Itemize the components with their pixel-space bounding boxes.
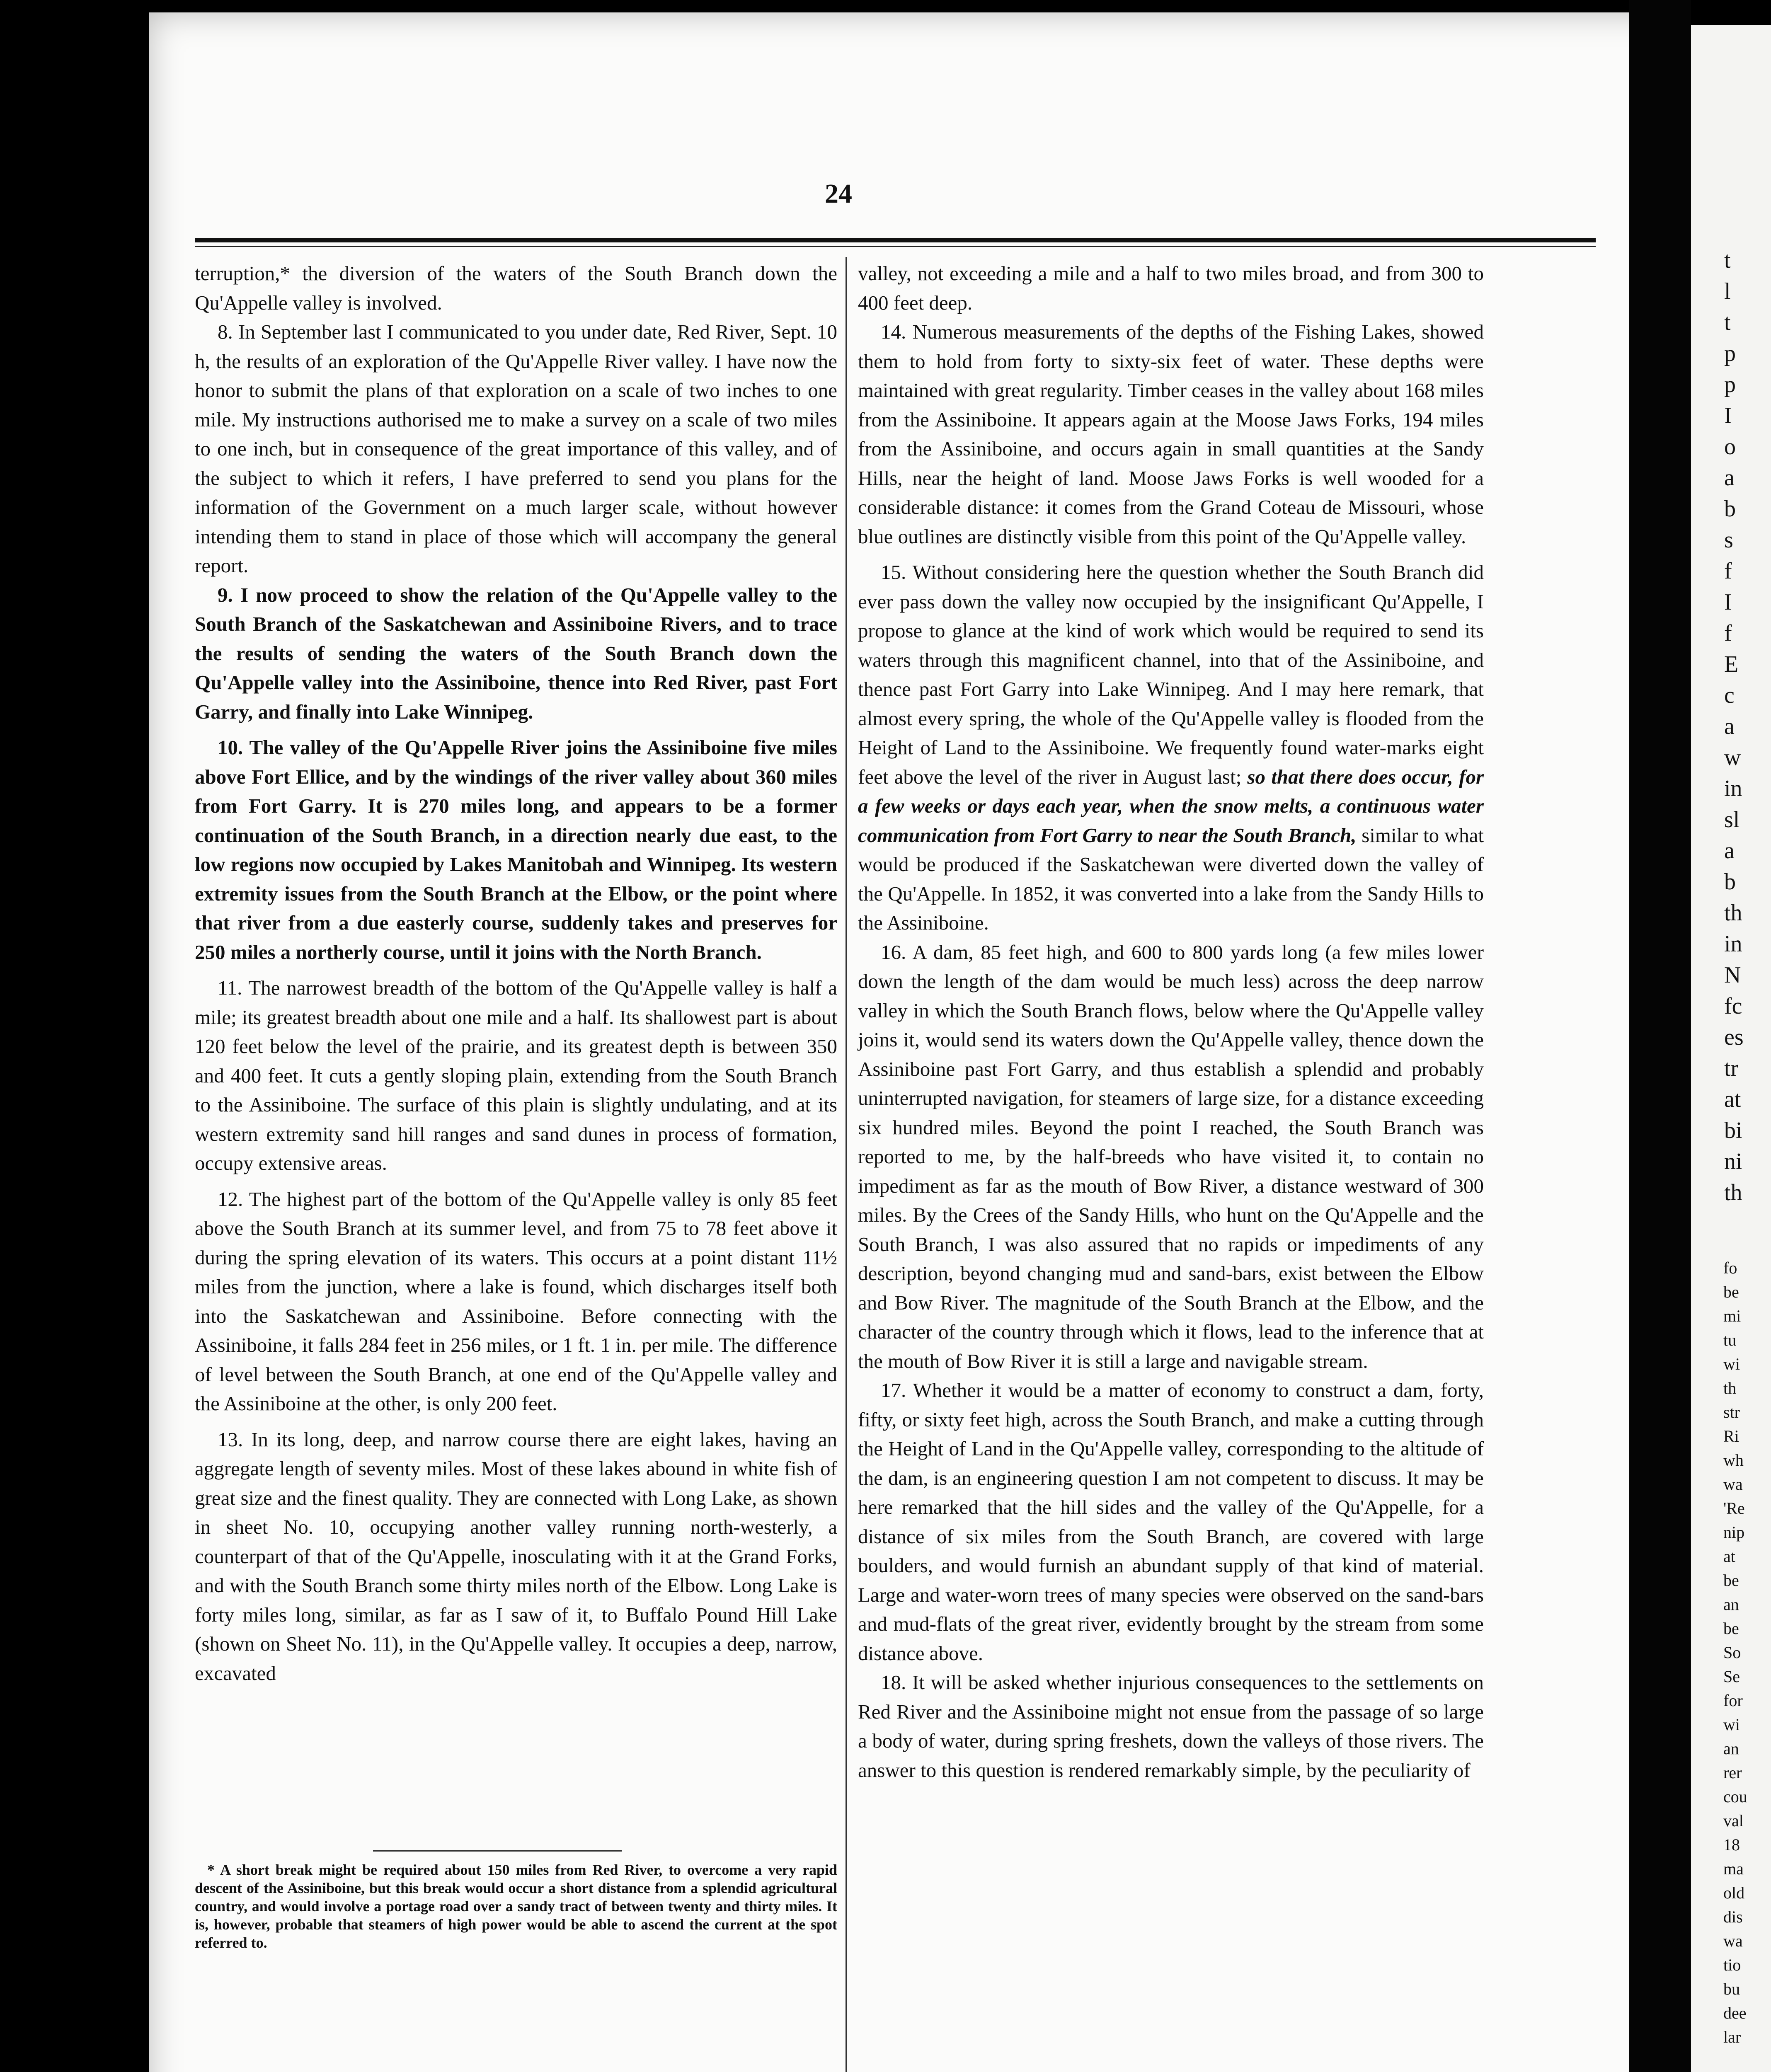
- scan-border: [0, 0, 145, 2072]
- left-paragraph: [195, 973, 837, 1178]
- book-gutter: [1629, 0, 1691, 2072]
- adjacent-page-fragment: at: [1724, 1087, 1741, 1112]
- adjacent-page-edge: [1691, 25, 1771, 2072]
- adjacent-page-fragment: f: [1724, 558, 1732, 584]
- adjacent-page-fragment: Se: [1723, 1667, 1740, 1686]
- adjacent-page-fragment: tio: [1723, 1956, 1741, 1974]
- adjacent-page-fragment: f: [1724, 620, 1732, 646]
- adjacent-page-fragment: a: [1724, 714, 1735, 739]
- left-paragraph: [195, 317, 837, 581]
- adjacent-page-fragment: So: [1723, 1643, 1741, 1662]
- adjacent-page-fragment: dee: [1723, 2004, 1747, 2022]
- right-paragraph: [858, 1376, 1484, 1668]
- adjacent-page-fragment: c: [1724, 683, 1735, 708]
- column-divider: [846, 257, 847, 2072]
- left-paragraph: [195, 733, 837, 967]
- adjacent-page-fragment: 'Re: [1723, 1499, 1745, 1518]
- emphasized-text: so that there does occur, for a few weeks or days each year, when the snow melts, a continuous water communication from Fort Garry to near the South Branch,: [858, 765, 1484, 847]
- footnote-rule: [373, 1850, 622, 1852]
- adjacent-page-fragment: b: [1724, 869, 1736, 895]
- adjacent-page-fragment: bi: [1724, 1118, 1742, 1143]
- adjacent-page-fragment: ma: [1723, 1859, 1744, 1878]
- adjacent-page-fragment: an: [1723, 1739, 1739, 1758]
- paragraph-text: 18. It will be asked whether injurious consequences to the settlements on Red River and the Assiniboine might not ensue from the passage of so large a body of water, during spring freshets, down the valleys of those rivers. The answer to this question is rendered remarkably simple, by the peculiarity of: [858, 1671, 1484, 1782]
- adjacent-page-fragment: in: [1724, 931, 1742, 957]
- right-paragraph: [858, 1668, 1484, 1785]
- adjacent-page-fragment: be: [1723, 1283, 1739, 1301]
- adjacent-page-fragment: N: [1724, 962, 1741, 988]
- adjacent-page-fragment: old: [1723, 1883, 1745, 1902]
- footnote: [195, 1861, 837, 1952]
- adjacent-page-fragment: lar: [1723, 2028, 1741, 2046]
- paragraph-text: 12. The highest part of the bottom of the Qu'Appelle valley is only 85 feet above the South Branch at its summer level, and from 75 to 78 feet above it during the spring elevation of its waters. This occurs at a point distant 11½ miles from the junction, where a lake is found, which discharges itself both into the Saskatchewan and Assiniboine. Before connecting with the Assiniboine, it falls 284 feet in 256 miles, or 1 ft. 1 in. per mile. The difference of level between the South Branch, at one end of the Qu'Appelle valley and the Assiniboine at the other, is only 200 feet.: [195, 1187, 837, 1415]
- adjacent-page-fragment: in: [1724, 776, 1742, 801]
- adjacent-page-fragment: fo: [1723, 1259, 1737, 1277]
- paragraph-text: 15. Without considering here the question whether the South Branch did ever pass down the valley now occupied by the insignificant Qu'Appelle, I propose to glance at the kind of work which would be required to send its waters through this magnificent channel, into that of the Assiniboine, and thence past Fort Garry into Lake Winnipeg. And I may here remark, that almost every spring, the whole of the Qu'Appelle valley is flooded from the Height of Land to the Assiniboine. We frequently found water-marks eight feet above the level of the river in August last;: [858, 561, 1484, 788]
- adjacent-page-fragment: dis: [1723, 1907, 1743, 1926]
- paragraph-text: 9. I now proceed to show the relation of the Qu'Appelle valley to the South Branch of the Saskatchewan and Assiniboine Rivers, and to trace the results of sending the waters of the South Branch down the Qu'Appelle valley into the Assiniboine, thence into Red River, past Fort Garry, and finally into Lake Winnipeg.: [195, 583, 837, 723]
- adjacent-page-fragment: an: [1723, 1595, 1739, 1614]
- adjacent-page-fragment: p: [1724, 341, 1736, 366]
- adjacent-page-fragment: s: [1724, 527, 1733, 553]
- adjacent-page-fragment: fc: [1724, 993, 1742, 1019]
- adjacent-page-fragment: be: [1723, 1571, 1739, 1590]
- adjacent-page-fragment: be: [1723, 1619, 1739, 1638]
- right-column: [858, 259, 1484, 1785]
- adjacent-page-fragment: 18: [1723, 1835, 1740, 1854]
- paragraph-text: 16. A dam, 85 feet high, and 600 to 800 yards long (a few miles lower down the length of the dam would be much less) across the deep narrow valley in which the South Branch flows, below where the Qu'Appelle valley joins it, would send its waters down the Qu'Appelle valley, thence down the Assiniboine past Fort Garry, and thus establish a splendid and probably uninterrupted navigation, for steamers of large size, for a distance exceeding six hundred miles. Beyond the point I reached, the South Branch was reported to me, by the half-breeds who have visited it, to contain no impediment as far as the mouth of Bow River, a distance westward of 300 miles. By the Crees of the Sandy Hills, who hunt on the Qu'Appelle and the South Branch, I was also assured that no rapids or impediments of any description, beyond changing mud and sand-bars, exist between the Elbow and Bow River. The magnitude of the South Branch at the Elbow, and the character of the country through which it flows, lead to the inference that at the mouth of Bow River it is still a large and navigable stream.: [858, 940, 1484, 1372]
- adjacent-page-fragment: th: [1723, 1379, 1737, 1397]
- header-rule: [195, 238, 1596, 242]
- page-number: 24: [825, 179, 852, 209]
- adjacent-page-fragment: a: [1724, 465, 1735, 491]
- adjacent-page-fragment: o: [1724, 434, 1736, 460]
- right-paragraph: [858, 558, 1484, 938]
- adjacent-page-fragment: nip: [1723, 1523, 1745, 1542]
- paragraph-text: terruption,* the diversion of the waters of the South Branch down the Qu'Appelle valley is involved.: [195, 262, 837, 314]
- adjacent-page-fragment: val: [1723, 1811, 1744, 1830]
- adjacent-page-fragment: wi: [1723, 1715, 1740, 1734]
- paragraph-text: valley, not exceeding a mile and a half to two miles broad, and from 300 to 400 feet deep.: [858, 262, 1484, 314]
- adjacent-page-fragment: th: [1724, 1180, 1742, 1205]
- adjacent-page-fragment: tr: [1724, 1055, 1739, 1081]
- adjacent-page-fragment: w: [1724, 745, 1741, 770]
- adjacent-page-fragment: Ri: [1723, 1427, 1739, 1445]
- adjacent-page-fragment: b: [1724, 496, 1736, 522]
- adjacent-page-fragment: p: [1724, 372, 1736, 397]
- adjacent-page-fragment: for: [1723, 1691, 1743, 1710]
- adjacent-page-fragment: bu: [1723, 1980, 1740, 1998]
- right-paragraph: [858, 317, 1484, 551]
- adjacent-page-fragment: wa: [1723, 1475, 1743, 1493]
- adjacent-page-fragment: rer: [1723, 1763, 1742, 1782]
- adjacent-page-fragment: mi: [1723, 1307, 1741, 1325]
- adjacent-page-fragment: I: [1724, 403, 1732, 428]
- adjacent-page-fragment: sl: [1724, 807, 1740, 833]
- paragraph-text: 13. In its long, deep, and narrow course there are eight lakes, having an aggregate length of seventy miles. Most of these lakes abound in white fish of great size and the finest quality. They are connected with Long Lake, as shown in sheet No. 10, occupying another valley running north-westerly, a counterpart of that of the Qu'Appelle, inosculating with it at the Grand Forks, and with the South Branch some thirty miles north of the Elbow. Long Lake is forty miles long, similar, as far as I saw of it, to Buffalo Pound Hill Lake (shown on Sheet No. 11), in the Qu'Appelle valley. It occupies a deep, narrow, excavated: [195, 1428, 837, 1685]
- left-paragraph: [195, 581, 837, 727]
- left-column: [195, 259, 837, 1688]
- adjacent-page-fragment: E: [1724, 651, 1739, 677]
- adjacent-page-fragment: wa: [1723, 1932, 1743, 1950]
- paragraph-text: 14. Numerous measurements of the depths of the Fishing Lakes, showed them to hold from forty to sixty-six feet of water. These depths were maintained with great regularity. Timber ceases in the valley about 168 miles from the Assiniboine. It appears again at the Moose Jaws Forks, 194 miles from the Assiniboine, and occurs again in small quantities at the Sandy Hills, near the height of land. Moose Jaws Forks is well wooded for a considerable distance: it comes from the Grand Coteau de Missouri, whose blue outlines are distinctly visible from this point of the Qu'Appelle valley.: [858, 320, 1484, 548]
- adjacent-page-fragment: cou: [1723, 1787, 1747, 1806]
- adjacent-page-fragment: t: [1724, 310, 1731, 335]
- adjacent-page-fragment: I: [1724, 589, 1732, 615]
- adjacent-page-fragment: at: [1723, 1547, 1735, 1566]
- adjacent-page-fragment: es: [1724, 1024, 1744, 1050]
- footnote-text: * A short break might be required about 150 miles from Red River, to overcome a very rapid descent of the Assiniboine, but this break would occur a short distance from a splendid agricultural country, and would involve a portage road over a sandy tract of between twenty and thirty miles. It is, however, probable that steamers of high power would be able to ascend the current at the spot referred to.: [195, 1861, 837, 1951]
- left-paragraph: [195, 1185, 837, 1418]
- paragraph-text: 8. In September last I communicated to you under date, Red River, Sept. 10 h, the results of an exploration of the Qu'Appelle River valley. I have now the honor to submit the plans of that exploration on a scale of two inches to one mile. My instructions authorised me to make a survey on a scale of two miles to one inch, but in consequence of the great importance of this valley, and of the subject to which it refers, I have preferred to send you plans for the information of the Government on a much larger scale, without however intending them to stand in place of those which will accompany the general report.: [195, 320, 837, 577]
- paragraph-text: 11. The narrowest breadth of the bottom of the Qu'Appelle valley is half a mile; its greatest breadth about one mile and a half. Its shallowest part is about 120 feet below the level of the prairie, and its greatest depth is between 350 and 400 feet. It cuts a gently sloping plain, extending from the South Branch to the Assiniboine. The surface of this plain is slightly undulating, and at its western extremity sand hill ranges and sand dunes in process of formation, occupy extensive areas.: [195, 976, 837, 1174]
- left-paragraph: [195, 259, 837, 317]
- header-rule-thin: [195, 246, 1596, 247]
- left-paragraph: [195, 1425, 837, 1688]
- adjacent-page-fragment: ni: [1724, 1149, 1742, 1174]
- adjacent-page-fragment: th: [1724, 900, 1742, 926]
- paragraph-text: 17. Whether it would be a matter of economy to construct a dam, forty, fifty, or sixty feet high, across the South Branch, and make a cutting through the Height of Land in the Qu'Appelle valley, corresponding to the altitude of the dam, is an engineering question I am not competent to discuss. It may be here remarked that the hill sides and the valley of the Qu'Appelle, for a distance of six miles from the South Branch, are covered with large boulders, and would furnish an abundant supply of that kind of material. Large and water-worn trees of many species were observed on the sand-bars and mud-flats of the great river, evidently brought by the stream from some distance above.: [858, 1379, 1484, 1665]
- adjacent-page-fragment: wi: [1723, 1355, 1740, 1373]
- paragraph-text: 10. The valley of the Qu'Appelle River joins the Assiniboine five miles above Fort Ellice, and by the windings of the river valley about 360 miles from Fort Garry. It is 270 miles long, and appears to be a former continuation of the South Branch, in a direction nearly due east, to the low regions now occupied by Lakes Manitobah and Winnipeg. Its western extremity issues from the South Branch at the Elbow, or the point where that river from a due easterly course, suddenly takes and preserves for 250 miles a northerly course, until it joins with the North Branch.: [195, 736, 837, 963]
- adjacent-page-fragment: wh: [1723, 1451, 1744, 1469]
- right-paragraph: [858, 938, 1484, 1376]
- paragraph-text-tail: similar to what would be produced if the Saskatchewan were diverted down the valley of the Qu'Appelle. In 1852, it was converted into a lake from the Sandy Hills to the Assiniboine.: [858, 823, 1484, 934]
- adjacent-page-fragment: l: [1724, 278, 1731, 304]
- adjacent-page-fragment: tu: [1723, 1331, 1737, 1349]
- adjacent-page-fragment: t: [1724, 247, 1731, 273]
- adjacent-page-fragment: a: [1724, 838, 1735, 864]
- adjacent-page-fragment: str: [1723, 1403, 1740, 1421]
- right-paragraph: [858, 259, 1484, 317]
